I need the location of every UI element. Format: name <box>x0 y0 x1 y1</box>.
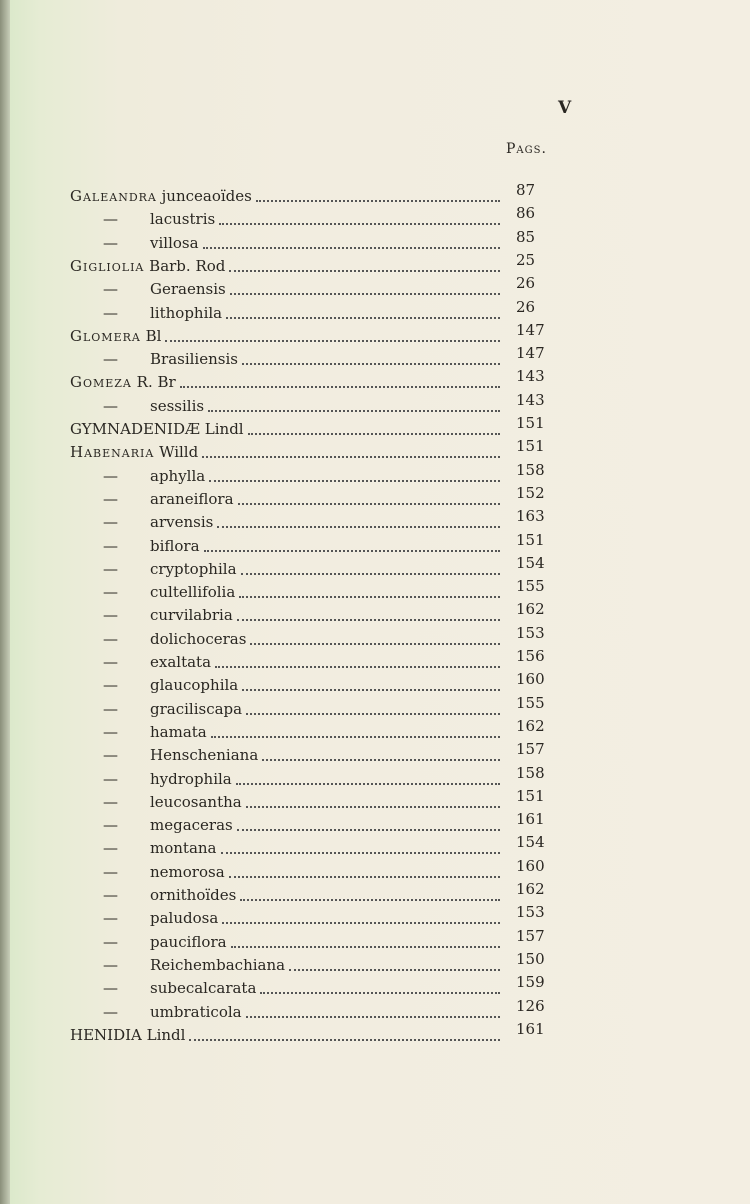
entry-label <box>150 815 233 835</box>
page-ref: 26 <box>516 274 536 293</box>
genus-name: Gomeza <box>70 373 132 392</box>
entry-text: junceaoïdes <box>161 187 252 205</box>
entry-text: cultellifolia <box>150 583 236 602</box>
entry-label <box>150 838 217 858</box>
entry-label <box>150 722 207 742</box>
genus-name: Gigliolia <box>70 256 145 275</box>
page-ref: 160 <box>516 856 545 875</box>
page-ref: 156 <box>516 647 545 665</box>
page-ref: 162 <box>516 600 545 619</box>
dot-leader <box>246 713 500 715</box>
index-entry <box>0 903 750 928</box>
dot-leader <box>229 876 500 878</box>
entry-text: cryptophila <box>150 559 237 578</box>
dot-leader <box>242 363 500 365</box>
dot-leader <box>237 829 500 831</box>
ditto-dash: — <box>103 676 118 695</box>
page-ref: 151 <box>516 786 545 805</box>
index-entry <box>0 600 750 625</box>
entry-label <box>150 978 256 998</box>
page-ref: 157 <box>516 740 545 759</box>
page-ref: 153 <box>516 623 545 642</box>
ditto-dash: — <box>103 559 118 578</box>
entry-label <box>70 186 252 206</box>
ditto-dash: — <box>103 653 118 671</box>
index-entry <box>0 949 750 975</box>
entry-label <box>150 209 215 229</box>
entry-text: Bl <box>145 326 162 345</box>
page-ref: 150 <box>516 949 545 968</box>
entry-text: montana <box>150 839 217 858</box>
page-ref: 162 <box>516 880 545 898</box>
index-entry <box>0 623 750 649</box>
entry-label <box>70 419 244 439</box>
ditto-dash: — <box>103 839 118 858</box>
entry-text: Henscheniana <box>150 746 259 765</box>
page-ref: 85 <box>516 227 536 246</box>
entry-text: lithophila <box>150 303 223 322</box>
index-entry <box>0 810 750 835</box>
entry-text: dolichoceras <box>150 629 247 648</box>
dot-leader <box>248 433 500 435</box>
ditto-dash: — <box>103 886 118 904</box>
ditto-dash: — <box>103 583 118 602</box>
page-ref: 161 <box>516 1019 545 1038</box>
index-entry <box>0 996 750 1022</box>
entry-text: ornithoïdes <box>150 886 237 904</box>
index-entry <box>0 553 750 579</box>
index-entry <box>0 204 750 229</box>
page-ref: 152 <box>516 483 545 502</box>
genus-name: Glomera <box>70 326 141 345</box>
entry-label <box>150 745 258 765</box>
dot-leader <box>204 550 500 552</box>
entry-label <box>150 885 236 905</box>
index-entry <box>0 716 750 742</box>
dot-leader <box>256 200 500 202</box>
entry-label <box>150 582 235 602</box>
ditto-dash: — <box>103 210 118 229</box>
ditto-dash: — <box>103 606 118 625</box>
entry-text: Geraensis <box>150 280 226 299</box>
entry-label <box>70 372 176 392</box>
ditto-dash: — <box>103 396 118 415</box>
page-ref: 25 <box>516 250 536 269</box>
entry-label <box>150 908 218 928</box>
index-entry <box>0 367 750 392</box>
entry-label <box>150 955 285 975</box>
dot-leader <box>217 526 500 528</box>
genus-name: Habenaria <box>70 443 155 462</box>
entry-text: arvensis <box>150 513 214 532</box>
page-ref: 86 <box>516 204 536 223</box>
entry-label <box>150 349 238 369</box>
page-ref: 158 <box>516 763 545 782</box>
index-entry <box>0 926 750 952</box>
dot-leader <box>203 247 500 249</box>
page-ref: 158 <box>516 460 545 479</box>
dot-leader <box>226 317 500 319</box>
index-entry <box>0 530 750 556</box>
dot-leader <box>202 456 500 458</box>
dot-leader <box>231 946 500 948</box>
dot-leader <box>180 386 500 388</box>
index-entry <box>0 833 750 858</box>
ditto-dash: — <box>103 513 118 532</box>
ditto-dash: — <box>103 1002 118 1021</box>
entry-label <box>70 442 198 462</box>
index-entry <box>0 414 750 439</box>
entry-text: villosa <box>150 233 199 252</box>
entry-text: HENIDIA Lindl <box>70 1025 186 1044</box>
dot-leader <box>238 503 500 505</box>
entry-label <box>70 326 161 346</box>
entry-text: pauciflora <box>150 932 227 951</box>
entry-text: umbraticola <box>150 1002 242 1021</box>
entry-label <box>150 1002 242 1022</box>
dot-leader <box>215 666 500 668</box>
index-entry <box>0 856 750 882</box>
page-ref: 161 <box>516 810 545 829</box>
dot-leader <box>237 619 500 621</box>
dot-leader <box>242 689 500 691</box>
dot-leader <box>222 922 500 924</box>
ditto-dash: — <box>103 932 118 951</box>
entry-text: hydrophila <box>150 769 232 788</box>
page-ref: 26 <box>516 297 536 316</box>
dot-leader <box>165 340 500 342</box>
ditto-dash: — <box>103 862 118 881</box>
entry-text: subecalcarata <box>150 979 257 998</box>
entry-label <box>70 256 225 276</box>
entry-text: Barb. Rod <box>149 256 226 275</box>
dot-leader <box>262 759 500 761</box>
page-ref: 154 <box>516 833 545 852</box>
entry-text: araneiflora <box>150 489 234 508</box>
ditto-dash: — <box>103 722 118 741</box>
dot-leader <box>236 783 500 785</box>
entry-text: Willd <box>159 443 199 462</box>
page-ref: 147 <box>516 320 545 339</box>
entry-label <box>150 675 238 695</box>
dot-leader <box>246 1016 500 1018</box>
ditto-dash: — <box>103 699 118 718</box>
ditto-dash: — <box>103 350 118 369</box>
ditto-dash: — <box>103 233 118 252</box>
entry-text: sessilis <box>150 396 205 415</box>
entry-label <box>150 862 225 882</box>
dot-leader <box>240 899 500 901</box>
page-ref: 163 <box>516 507 545 526</box>
entry-text: R. Br <box>136 373 176 392</box>
page-ref: 160 <box>516 670 545 689</box>
page-ref: 155 <box>516 693 545 712</box>
page-ref: 162 <box>516 716 545 735</box>
entry-label <box>150 559 237 579</box>
ditto-dash: — <box>103 303 118 322</box>
entry-label <box>150 652 211 672</box>
index-entry <box>0 577 750 602</box>
ditto-dash: — <box>103 629 118 648</box>
page-ref: 151 <box>516 530 545 549</box>
index-entry <box>0 181 750 206</box>
genus-name: Galeandra <box>70 187 157 205</box>
ditto-dash: — <box>103 536 118 555</box>
entry-text: Reichembachiana <box>150 955 286 974</box>
index-entry <box>0 693 750 719</box>
page-ref: 147 <box>516 344 545 363</box>
ditto-dash: — <box>103 816 118 835</box>
page-ref: 151 <box>516 414 545 432</box>
pages-column-label: Pags. <box>506 141 547 157</box>
page-ref: 157 <box>516 926 545 945</box>
entry-label <box>150 769 232 789</box>
ditto-dash: — <box>103 909 118 928</box>
ditto-dash: — <box>103 769 118 788</box>
page-number: V <box>558 98 572 118</box>
dot-leader <box>221 852 501 854</box>
dot-leader <box>211 736 500 738</box>
entry-text: hamata <box>150 722 207 741</box>
ditto-dash: — <box>103 979 118 998</box>
entry-label <box>150 466 205 486</box>
entry-label <box>150 303 222 323</box>
dot-leader <box>189 1039 500 1041</box>
index-entry <box>0 880 750 905</box>
dot-leader <box>246 806 500 808</box>
entry-label <box>150 489 234 509</box>
page-ref: 143 <box>516 367 545 386</box>
entry-text: glaucophila <box>150 676 239 695</box>
entry-text: leucosantha <box>150 792 242 811</box>
index-entry <box>0 973 750 998</box>
entry-text: curvilabria <box>150 606 233 625</box>
entry-label <box>150 605 233 625</box>
ditto-dash: — <box>103 792 118 811</box>
entry-text: graciliscapa <box>150 699 243 718</box>
index-entry <box>0 763 750 789</box>
index-entry <box>0 670 750 695</box>
index-entry <box>0 1019 750 1045</box>
page-ref: 159 <box>516 973 545 992</box>
dot-leader <box>239 596 500 598</box>
dot-leader <box>241 573 500 575</box>
index-entry <box>0 460 750 486</box>
page-ref: 87 <box>516 181 536 199</box>
index-entry <box>0 647 750 672</box>
ditto-dash: — <box>103 746 118 765</box>
dot-leader <box>208 410 500 412</box>
dot-leader <box>289 969 500 971</box>
entry-label <box>150 629 246 649</box>
entry-label <box>150 932 227 952</box>
index-entry <box>0 344 750 369</box>
entry-text: lacustris <box>150 210 216 229</box>
entry-text: Brasiliensis <box>150 350 238 369</box>
entry-label <box>150 233 199 253</box>
entry-label <box>70 1025 185 1045</box>
index-entry <box>0 390 750 416</box>
page-ref: 153 <box>516 903 545 922</box>
dot-leader <box>260 992 500 994</box>
index-entry <box>0 274 750 299</box>
ditto-dash: — <box>103 489 118 508</box>
index-entry <box>0 740 750 765</box>
entry-text: nemorosa <box>150 862 225 881</box>
index-entry <box>0 786 750 812</box>
page-ref: 126 <box>516 996 545 1015</box>
page-ref: 155 <box>516 577 545 596</box>
dot-leader <box>209 480 500 482</box>
index-entry <box>0 320 750 346</box>
index-entry <box>0 227 750 253</box>
ditto-dash: — <box>103 280 118 299</box>
entry-label <box>150 699 242 719</box>
index-entry <box>0 297 750 323</box>
dot-leader <box>229 270 500 272</box>
entry-text: megaceras <box>150 816 233 835</box>
entry-label <box>150 536 200 556</box>
entry-text: paludosa <box>150 909 219 928</box>
index-entry <box>0 250 750 276</box>
entry-text: biflora <box>150 536 200 555</box>
entry-label <box>150 792 242 812</box>
entry-text: aphylla <box>150 466 206 485</box>
index-entry <box>0 507 750 532</box>
entry-text: GYMNADENIDÆ Lindl <box>70 420 244 438</box>
ditto-dash: — <box>103 466 118 485</box>
dot-leader <box>250 643 500 645</box>
entry-text: exaltata <box>150 653 212 671</box>
page-ref: 154 <box>516 553 545 572</box>
ditto-dash: — <box>103 955 118 974</box>
page-ref: 151 <box>516 437 545 456</box>
index-entry <box>0 483 750 509</box>
page-ref: 143 <box>516 390 545 409</box>
dot-leader <box>230 293 500 295</box>
index-entry <box>0 437 750 462</box>
entry-label <box>150 279 226 299</box>
entry-label <box>150 512 213 532</box>
dot-leader <box>219 223 500 225</box>
entry-label <box>150 396 204 416</box>
